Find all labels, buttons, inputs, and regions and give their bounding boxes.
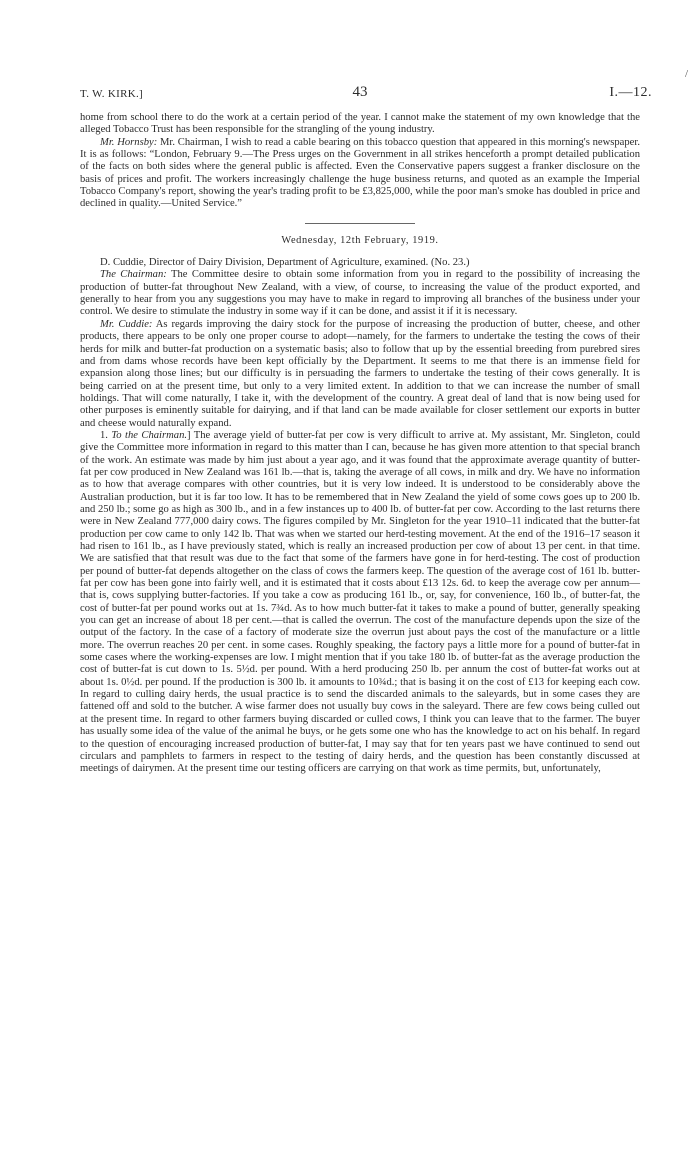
section-divider: [305, 223, 415, 224]
paragraph-continuation: home from school there to do the work at a certain period of the year. I cannot make the statement of my own knowledge that the alleged Tobacco Trust has been responsible for the strangling of the young industry.: [80, 112, 640, 136]
date-heading: Wednesday, 12th February, 1919.: [281, 234, 439, 246]
speaker-name: To the Chairman.: [111, 429, 188, 441]
speaker-name: Mr. Cuddie:: [100, 318, 153, 330]
speech-text: The Committee desire to obtain some information from you in regard to the possibility of increasing the production of butter-fat throughout New Zealand, with a view, of course, to increasing the value of the product exported, and generally to hear from you any suggestions you may have to make in regard to improving all branches of the business under your control. We desire to stimulate the industry in some way if it can be done, and assist it if it is necessary.: [80, 269, 640, 318]
speech-text: As regards improving the dairy stock for the purpose of increasing the production of butter, cheese, and other products, there appears to be only one proper course to adopt—namely, for the farmers to undertake the testing the cows of their herds for milk and butter-fat production on a systematic basis; also to follow that up by the essential breeding from purebred sires and from dams whose records have been kept officially by the Department. It seems to me that there is an immense field for expansion along those lines; but our difficulty is in persuading the farmers to undertake the testing of their cows generally. It is being carried on at the present time, but only to a very limited extent. In addition to that we can increase the number of small holdings. That will come naturally, I take it, with the development of the country. A great deal of land that is now being used for other purposes is eminently suitable for dairying, and if that land can be made available for closer settlement our exports in butter and cheese would naturally expand.: [80, 318, 640, 429]
paragraph-chairman: [80, 269, 640, 318]
speaker-name: The Chairman:: [100, 269, 167, 281]
page-body: [80, 112, 640, 776]
witness-line: D. Cuddie, Director of Dairy Division, Department of Agriculture, examined. (No. 23.): [100, 257, 470, 269]
margin-mark: /: [684, 68, 688, 80]
header-author: T. W. KIRK.]: [80, 88, 143, 100]
paragraph-answer-1: [80, 430, 640, 776]
question-number: 1.: [100, 429, 112, 441]
speaker-name: Mr. Hornsby:: [100, 136, 158, 148]
document-reference: I.—12.: [609, 85, 652, 100]
paragraph-cuddie: [80, 319, 640, 430]
speech-text: ] The average yield of butter-fat per cow is very difficult to arrive at. My assistant, Mr. Singleton, could give the Committee more information in regard to this matter than I can, because he has given more attention to that special branch of the work. An estimate was made by him just about a year ago, and it was found that the approximate average quantity of butter-fat per cow produced in New Zealand was 161 lb.—that is, taking the average of all cows, in milk and dry. We have no information as to how that average compares with other countries, but it is very low indeed. It is understood to be considerably above the Australian production, but it is far too low. It has to be remembered that in New Zealand the yield of some cows goes up to 200 lb. and 250 lb.; some go as high as 300 lb., and in a few instances up to 400 lb. of butter-fat per cow. According to the last returns there were in New Zealand 777,000 dairy cows. The figures compiled by Mr. Singleton for the year 1910–11 indicated that the butter-fat production per cow came to only 142 lb. That was when we started our herd-testing movement. At the end of the 1916–17 season it had risen to 161 lb., as I have previously stated, which is really an increased production per cow of about 13 per cent. in that time. We are satisfied that that result was due to the fact that some of the farmers have gone in for herd-testing. The cost of production per pound of butter-fat depends altogether on the class of cows the farmers keep. The question of the average cost of 161 lb. butter-fat per cow has been gone into fairly well, and it is estimated that it costs about £13 12s. 6d. to keep the average cow per annum—that is, cows supplying butter-factories. If you take a cow as producing 161 lb., or, say, for convenience, 160 lb., of butter-fat, the cost of butter-fat per pound works out at 1s. 7¾d. As to how much butter-fat it takes to make a pound of butter, generally speaking you can get an increase of about 18 per cent.—that is called the overrun. The cost of the manufacture depends upon the size of the output of the factory. In the case of a factory of moderate size the overrun just about pays the cost of the manufacture or a little more. The overrun reaches 20 per cent. in some cases. Roughly speaking, the factory pays a little more for a pound of butter-fat in some cases where the working-expenses are low. I might mention that if you take 180 lb. of butter-fat as the average production the cost of butter-fat is cut down to 1s. 5½d. per pound. With a herd producing 250 lb. per annum the cost of butter-fat works out at about 1s. 0½d. per pound. If the production is 300 lb. it amounts to 10¾d.; that is basing it on the cost of £13 for keeping each cow. In regard to culling dairy herds, the usual practice is to send the discarded animals to the saleyards, but in some cases they are fattened off and sold to the butcher. A wise farmer does not usually buy cows in the saleyard. There are few cows being culled out at the present time. In regard to other farmers buying discarded or culled cows, I think you can leave that to the farmer. The buyer has usually some idea of the value of the animal he buys, or he gets some one who has the knowledge to act on his behalf. In regard to the question of encouraging increased production of butter-fat, I may say that for ten years past we have continued to send out circulars and pamphlets to farmers in respect to the testing of dairy herds, and the question has been constantly discussed at meetings of dairymen. At the present time our testing officers are carrying on that work as time permits, but, unfortunately,: [80, 429, 640, 775]
paragraph-hornsby: [80, 137, 640, 211]
page-header: [80, 84, 652, 106]
speech-text: Mr. Chairman, I wish to read a cable bearing on this tobacco question that appeared in this morning's newspaper. It is as follows: “London, February 9.—The Press urges on the Government in all strikes henceforth a prompt detailed publication of the facts on both sides where the general public is affected. Even the Conservative papers suggest a franker disclosure on the basis of prices and profit. The workers increasingly challenge the huge business returns, and quoted as an example the Imperial Tobacco Company's report, showing the year's trading profit to be £3,825,000, while the poor man's smoke has doubled in price and declined in quality.—United Service.”: [80, 136, 640, 210]
page-number: 43: [352, 84, 368, 100]
